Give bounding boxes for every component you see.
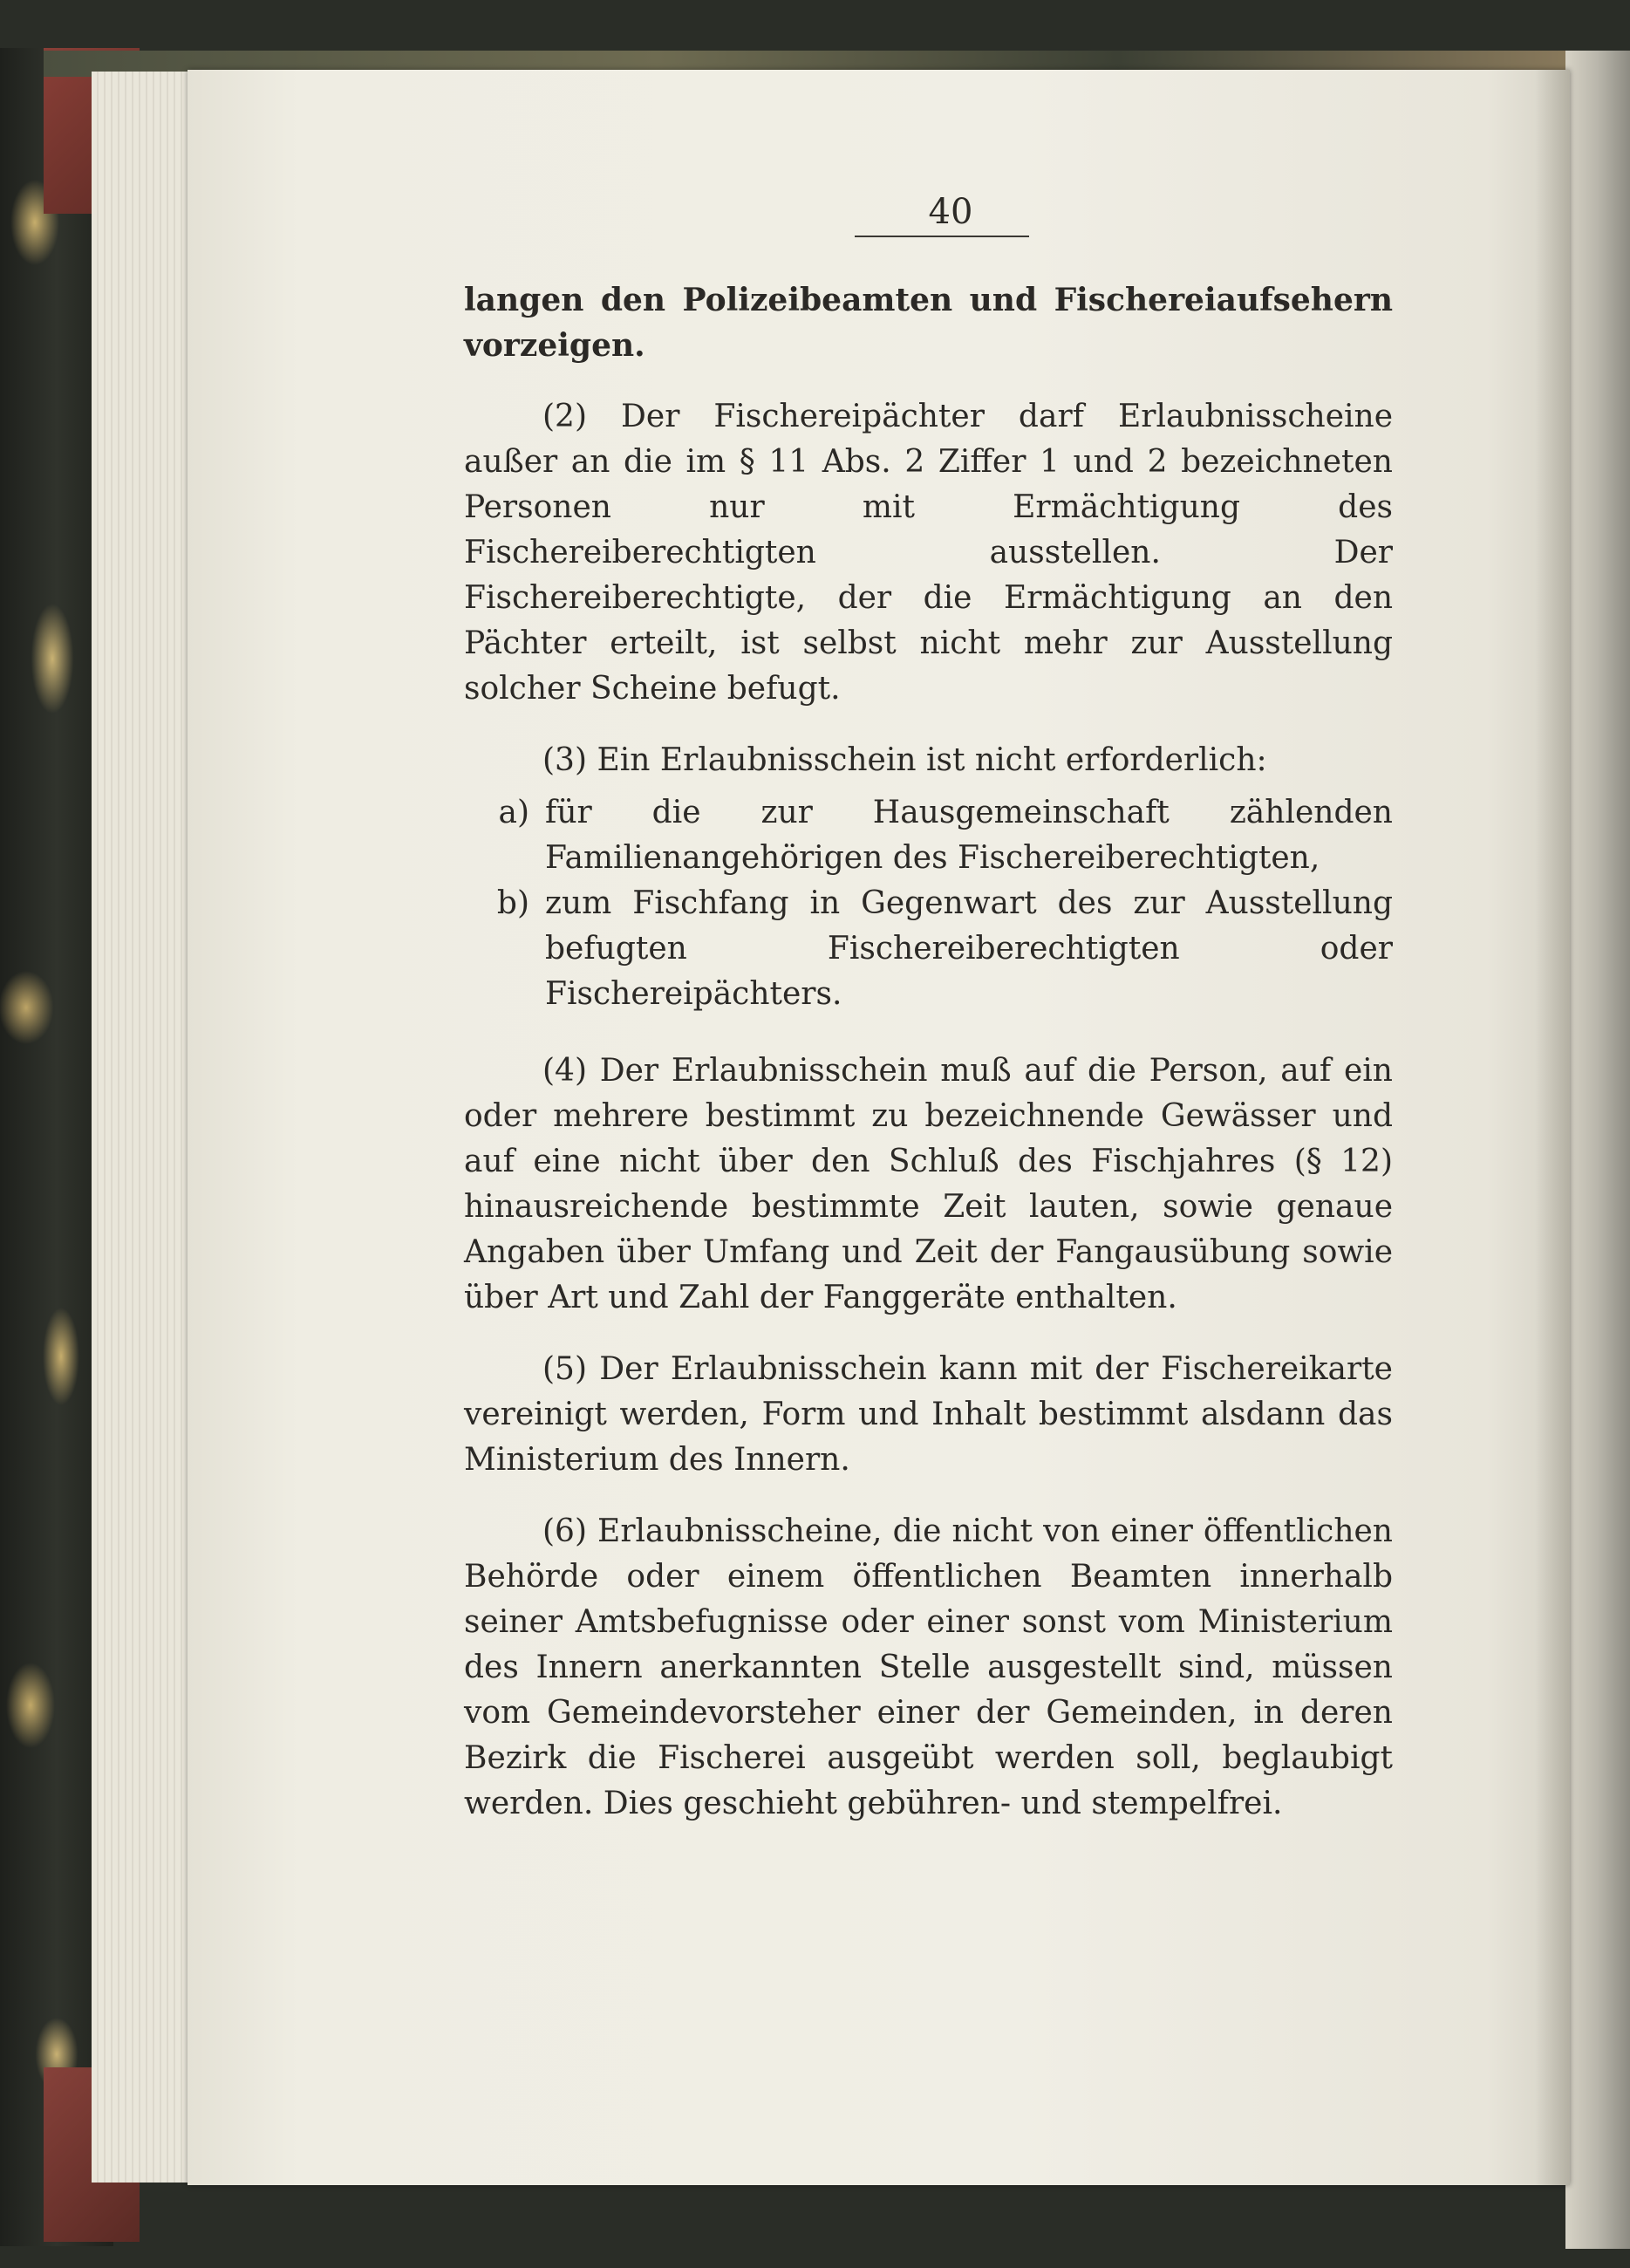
page-text (464, 277, 1393, 1853)
paragraph-2: (2) Der Fischereipächter darf Erlaubnisscheine außer an die im § 11 Abs. 2 Ziffer 1 und 2 bezeichneten Personen nur mit Ermächtigung des Fischereiberechtigten ausstellen. Der Fischereiberechtigte, der die Ermächtigung an den Pächter erteilt, ist selbst nicht mehr zur Ausstellung solcher Scheine befugt. (464, 399, 1393, 707)
facing-page-edge (1565, 51, 1630, 2249)
list-item (464, 790, 1393, 881)
exception-list (464, 790, 1393, 1017)
page-number: 40 (928, 192, 973, 232)
list-item-label: b) (496, 885, 529, 921)
paragraph-6: (6) Erlaubnisscheine, die nicht von einer öffentlichen Behörde oder einem öffentlichen Beamten innerhalb seiner Amtsbefugnisse oder einer sonst vom Ministerium des Innern anerkannten Stelle ausgestellt sind, müssen vom Gemeindevorsteher einer der Gemeinden, in deren Bezirk die Fischerei ausgeübt werden soll, beglaubigt werden. Dies geschieht gebühren- und stempelfrei. (464, 1513, 1393, 1821)
paragraph-3: (3) Ein Erlaubnisschein ist nicht erforderlich: (542, 742, 1267, 778)
list-item-text: zum Fischfang in Gegenwart des zur Ausstellung befugten Fischereiberechtigten oder Fischereipächters. (545, 885, 1393, 1012)
list-item-text: für die zur Hausgemeinschaft zählenden Familienangehörigen des Fischereiberechtigten, (545, 795, 1393, 876)
list-item (464, 881, 1393, 1017)
list-item-label: a) (498, 795, 529, 830)
paragraph-4: (4) Der Erlaubnisschein muß auf die Person, auf ein oder mehrere bestimmt zu bezeichnende Gewässer und auf eine nicht über den Schluß des Fischjahres (§ 12) hinausreichende bestimmte Zeit lauten, sowie genaue Angaben über Umfang und Zeit der Fangausübung sowie über Art und Zahl der Fanggeräte enthalten. (464, 1053, 1393, 1315)
page-number-rule (855, 236, 1029, 237)
paragraph-5: (5) Der Erlaubnisschein kann mit der Fischereikarte vereinigt werden, Form und Inhalt bestimmt alsdann das Ministerium des Innern. (464, 1351, 1393, 1478)
page-gutter-shadow (1535, 70, 1570, 2185)
paragraph-continued: langen den Polizeibeamten und Fischereiaufsehern vorzeigen. (464, 282, 1393, 364)
page-block-edges (92, 72, 196, 2183)
